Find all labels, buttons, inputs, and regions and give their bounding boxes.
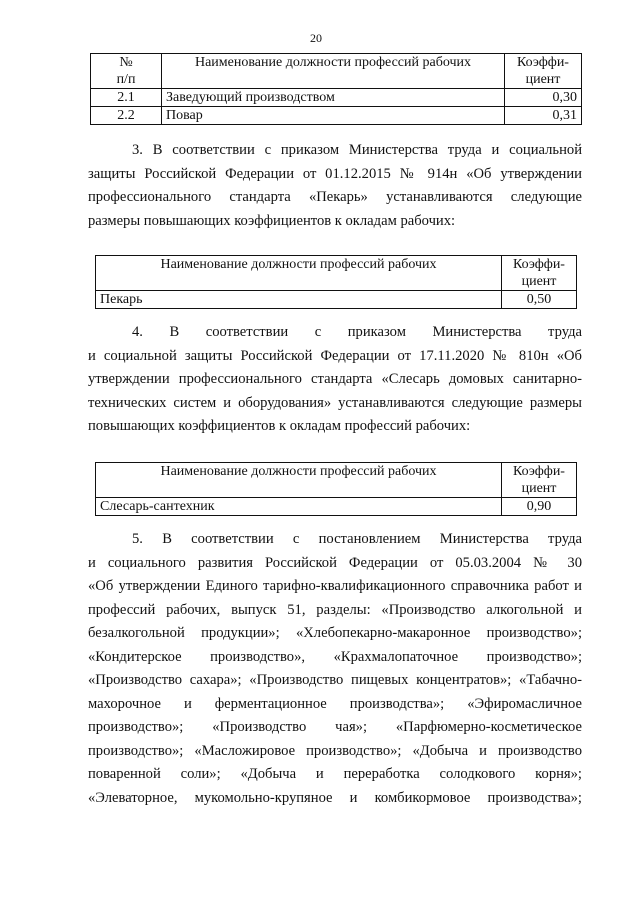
- text-line: повышающих коэффициентов к окладам профессий рабочих:: [88, 418, 471, 434]
- coefficients-table-3: [95, 462, 577, 516]
- row-position: Слесарь-сантехник: [96, 498, 502, 516]
- text-line: «Кондитерское производство», «Крахмалопаточное производство»;: [88, 648, 582, 665]
- paragraph-4: [88, 321, 582, 439]
- coefficients-table-1: [90, 53, 582, 125]
- text-line: 5. В соответствии с постановлением Министерства труда: [132, 531, 582, 547]
- text-line: и социального развития Российской Федерации от 05.03.2004 № 30: [88, 554, 582, 571]
- coefficients-table-2: [95, 255, 577, 309]
- header-coefficient: Коэффи- циент: [502, 256, 577, 291]
- text-line: махорочное и ферментационное производства»; «Эфиромасличное: [88, 695, 582, 712]
- text-line: размеры повышающих коэффициентов к окладам рабочих:: [88, 212, 456, 229]
- row-coefficient: 0,90: [502, 498, 577, 516]
- table-row: [96, 291, 577, 309]
- text-line: «Производство сахара»; «Производство пищевых концентратов»; «Табачно-: [88, 672, 582, 688]
- header-coefficient: Коэффи- циент: [505, 54, 582, 89]
- text-line: 4. В соответствии с приказом Министерства труда: [132, 324, 582, 340]
- table-row: [96, 498, 577, 516]
- row-number: 2.2: [91, 107, 162, 125]
- paragraph-5: [88, 528, 582, 810]
- header-position: Наименование должности профессий рабочих: [162, 54, 505, 89]
- text-line: «Элеваторное, мукомольно-крупяное и комбикормовое производства»;: [88, 789, 582, 806]
- row-coefficient: 0,31: [505, 107, 582, 125]
- paragraph-3: [88, 139, 582, 233]
- text-line: «Об утверждении Единого тарифно-квалификационного справочника работ и: [88, 578, 582, 594]
- row-number: 2.1: [91, 89, 162, 107]
- text-line: технических систем и оборудования» устанавливаются следующие размеры: [88, 394, 582, 411]
- text-line: производство»; «Производство чая»; «Парфюмерно-косметическое: [88, 719, 582, 735]
- text-line: производство»; «Масложировое производство»; «Добыча и производство: [88, 742, 582, 759]
- row-coefficient: 0,30: [505, 89, 582, 107]
- row-position: Пекарь: [96, 291, 502, 309]
- row-position: Заведующий производством: [162, 89, 505, 107]
- text-line: защиты Российской Федерации от 01.12.2015 № 914н «Об утверждении: [88, 165, 582, 182]
- table-row: [91, 89, 582, 107]
- text-line: безалкогольной продукции»; «Хлебопекарно-макаронное производство»;: [88, 625, 582, 641]
- page-number: 20: [310, 31, 322, 45]
- text-line: профессионального стандарта «Пекарь» устанавливаются следующие: [88, 189, 582, 205]
- table-header-row: [96, 256, 577, 291]
- table-header-row: [96, 463, 577, 498]
- table-row: [91, 107, 582, 125]
- header-position: Наименование должности профессий рабочих: [96, 463, 502, 498]
- text-line: утверждении профессионального стандарта «Слесарь домовых санитарно-: [88, 371, 582, 387]
- table-header-row: [91, 54, 582, 89]
- text-line: поваренной соли»; «Добыча и переработка солодкового корня»;: [88, 766, 582, 782]
- header-number: № п/п: [91, 54, 162, 89]
- text-line: и социальной защиты Российской Федерации от 17.11.2020 № 810н «Об: [88, 347, 582, 364]
- row-position: Повар: [162, 107, 505, 125]
- header-position: Наименование должности профессий рабочих: [96, 256, 502, 291]
- header-coefficient: Коэффи- циент: [502, 463, 577, 498]
- row-coefficient: 0,50: [502, 291, 577, 309]
- text-line: 3. В соответствии с приказом Министерства труда и социальной: [132, 142, 582, 158]
- text-line: профессий рабочих, выпуск 51, разделы: «Производство алкогольной и: [88, 601, 582, 618]
